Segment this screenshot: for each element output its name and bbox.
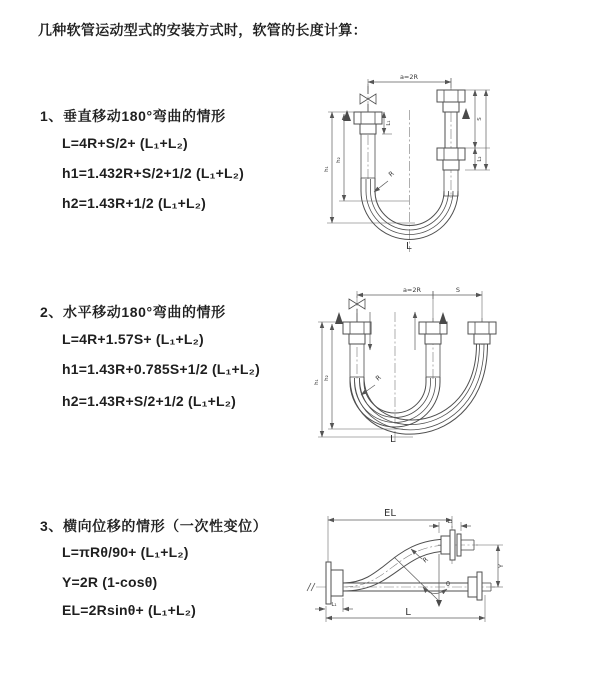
section-1-formula-h2: h2=1.43R+1/2 (L₁+L₂) — [62, 195, 207, 211]
dim-a2r-label: a=2R — [402, 286, 422, 294]
radius-label: R — [386, 169, 396, 179]
movement-arrow-up-icon — [462, 108, 470, 119]
section-3-heading: 3、横向位移的情形（一次性变位） — [40, 518, 268, 534]
radius-leader — [374, 181, 388, 192]
movement-arrow-up-icon — [335, 312, 343, 324]
section-3-formula-y: Y=2R (1-cosθ) — [62, 574, 158, 590]
section-2-formula-l: L=4R+1.57S+ (L₁+L₂) — [62, 331, 204, 347]
valve-icon — [360, 86, 376, 112]
radius-label: R — [421, 555, 430, 565]
length-label: L — [406, 241, 412, 252]
left-flange — [326, 562, 343, 604]
length-label: L — [390, 434, 396, 445]
angle-theta-label: θ — [446, 580, 450, 588]
radius-label: R — [373, 373, 383, 383]
section-2-formula-h1: h1=1.43R+0.785S+1/2 (L₁+L₂) — [62, 361, 260, 377]
section-1-heading: 1、垂直移动180°弯曲的情形 — [40, 108, 226, 124]
section-2-heading: 2、水平移动180°弯曲的情形 — [40, 304, 226, 320]
angle-construction — [394, 554, 447, 607]
dim-l1-label: L₁ — [331, 602, 337, 608]
dim-h2-label: h₂ — [324, 375, 330, 381]
dim-h1-label: h₁ — [324, 166, 330, 172]
section-3-formula-l: L=πRθ/90+ (L₁+L₂) — [62, 544, 189, 560]
dim-l2-label: L₂ — [447, 519, 453, 525]
movement-arrow-up-icon — [439, 312, 447, 324]
dim-l-label: L — [405, 607, 411, 618]
dim-y-label: Y — [497, 564, 505, 568]
right-fitting-moved — [468, 322, 496, 344]
dim-s-label: S — [455, 286, 461, 294]
diagram-vertical-180-bend — [312, 66, 590, 258]
dim-s-label: S — [477, 117, 483, 121]
page-title: 几种软管运动型式的安装方式时，软管的长度计算： — [38, 22, 367, 38]
dim-el-label: EL — [384, 508, 396, 519]
section-3-formula-el: EL=2Rsinθ+ (L₁+L₂) — [62, 602, 197, 618]
dim-a2r-label: a=2R — [399, 73, 419, 81]
diagram-lateral-displacement — [298, 500, 598, 645]
radius-leader — [411, 549, 422, 559]
section-2-formula-h2: h2=1.43R+S/2+1/2 (L₁+L₂) — [62, 393, 237, 409]
dim-l2-label: L₂ — [477, 156, 483, 162]
dim-h2-label: h₂ — [336, 157, 342, 163]
diagram-horizontal-180-bend — [308, 282, 592, 450]
section-1-formula-l: L=4R+S/2+ (L₁+L₂) — [62, 135, 188, 151]
dim-h1-label: h₁ — [314, 379, 320, 385]
pipe-original-position — [343, 572, 491, 600]
break-mark — [307, 583, 315, 591]
section-1-formula-h1: h1=1.432R+S/2+1/2 (L₁+L₂) — [62, 165, 244, 181]
dim-l1-label: L₁ — [386, 120, 392, 126]
radius-leader — [361, 385, 375, 395]
